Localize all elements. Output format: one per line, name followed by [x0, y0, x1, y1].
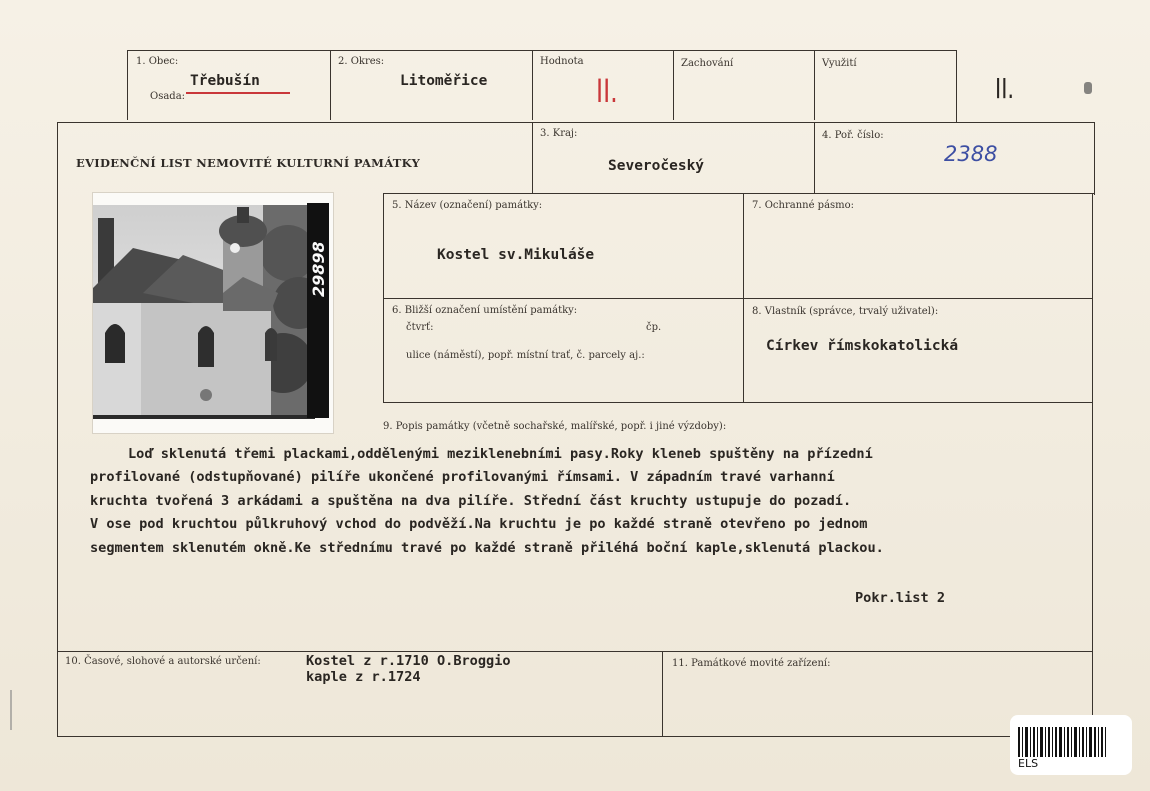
popis-note: Pokr.list 2	[855, 590, 946, 606]
hodnota-value: II.	[596, 72, 618, 110]
obec-value: Třebušín	[190, 73, 260, 89]
obec-underline	[186, 92, 290, 94]
staple-mark	[1084, 82, 1092, 94]
form-title: EVIDENČNÍ LIST NEMOVITÉ KULTURNÍ PAMÁTKY	[76, 156, 421, 170]
header-divider-1	[330, 50, 331, 120]
urceni-label: 10. Časové, slohové a autorské určení:	[65, 656, 261, 667]
vlastnik-value: Církev římskokatolická	[766, 338, 959, 354]
grid-middle-divider	[383, 298, 1093, 299]
ochranne-pasmo-label: 7. Ochranné pásmo:	[752, 200, 855, 211]
monument-photo	[92, 192, 334, 434]
umisteni-label: 6. Bližší označení umístění památky:	[392, 305, 578, 316]
edge-mark	[10, 690, 12, 730]
zarizeni-label: 11. Památkové movité zařízení:	[672, 658, 831, 669]
kraj-left-border	[532, 122, 533, 194]
grid-bottom-border	[383, 402, 1093, 403]
main-left-border	[57, 122, 58, 737]
popis-line: profilované (odstupňované) pilíře ukončené profilovanými římsami. V západním travé varhanní	[90, 469, 835, 486]
okres-value: Litoměřice	[400, 73, 488, 89]
corner-mark: II.	[995, 72, 1015, 105]
church-photo-illustration	[93, 193, 333, 433]
header-left-border	[127, 50, 128, 120]
cp-label: čp.	[646, 322, 662, 333]
nazev-value: Kostel sv.Mikuláše	[437, 247, 595, 263]
kraj-value: Severočeský	[608, 158, 705, 174]
ulice-label: ulice (náměstí), popř. místní trať, č. parcely aj.:	[406, 350, 645, 361]
kraj-bottom-border	[383, 193, 1095, 194]
bottom-top-border	[57, 651, 1092, 652]
vlastnik-label: 8. Vlastník (správce, trvalý uživatel):	[752, 306, 939, 317]
urceni-line-2: kaple z r.1724	[306, 669, 421, 685]
kraj-label: 3. Kraj:	[540, 128, 578, 139]
header-divider-3	[673, 50, 674, 120]
vyuziti-label: Využití	[822, 58, 857, 69]
archive-barcode-sticker	[1010, 715, 1132, 775]
popis-line: segmentem sklenutém okně.Ke střednímu travé po každé straně přiléhá boční kaple,sklenutá plackou.	[90, 539, 884, 556]
bottom-divider	[662, 651, 663, 737]
osada-label: Osada:	[150, 91, 186, 102]
por-cislo-label: 4. Poř. číslo:	[822, 130, 884, 141]
nazev-label: 5. Název (označení) památky:	[392, 200, 543, 211]
header-right-border	[956, 50, 957, 123]
popis-line: V ose pod kruchtou půlkruhový vchod do podvěží.Na kruchtu je po každé straně otevřeno po jednom	[90, 516, 868, 533]
obec-label: 1. Obec:	[136, 56, 179, 67]
kraj-right-border	[814, 122, 815, 194]
sticker-label: ELS	[1018, 757, 1039, 770]
zachovani-label: Zachování	[681, 58, 734, 69]
main-top-border	[57, 122, 1095, 123]
popis-label: 9. Popis památky (včetně sochařské, malířské, popř. i jiné výzdoby):	[383, 421, 727, 432]
header-top-border	[127, 50, 957, 51]
popis-line: Loď sklenutá třemi plackami,oddělenými meziklenebními pasy.Roky kleneb spuštěny na přízední	[128, 446, 873, 462]
popis-text	[90, 443, 884, 560]
okres-label: 2. Okres:	[338, 56, 385, 67]
photo-number: 29898	[309, 241, 328, 297]
header-divider-2	[532, 50, 533, 120]
hodnota-label: Hodnota	[540, 56, 584, 67]
urceni-line-1: Kostel z r.1710 O.Broggio	[306, 653, 511, 669]
popis-line: kruchta tvořená 3 arkádami a spuštěna na dva pilíře. Střední část kruchty ustupuje do pozadí.	[90, 492, 852, 509]
header-divider-4	[814, 50, 815, 120]
grid-right-border	[1092, 193, 1093, 738]
bottom-border	[57, 736, 1093, 737]
main-right-border	[1094, 122, 1095, 195]
ctvrt-label: čtvrť:	[406, 322, 434, 333]
por-cislo-value: 2388	[944, 142, 998, 166]
